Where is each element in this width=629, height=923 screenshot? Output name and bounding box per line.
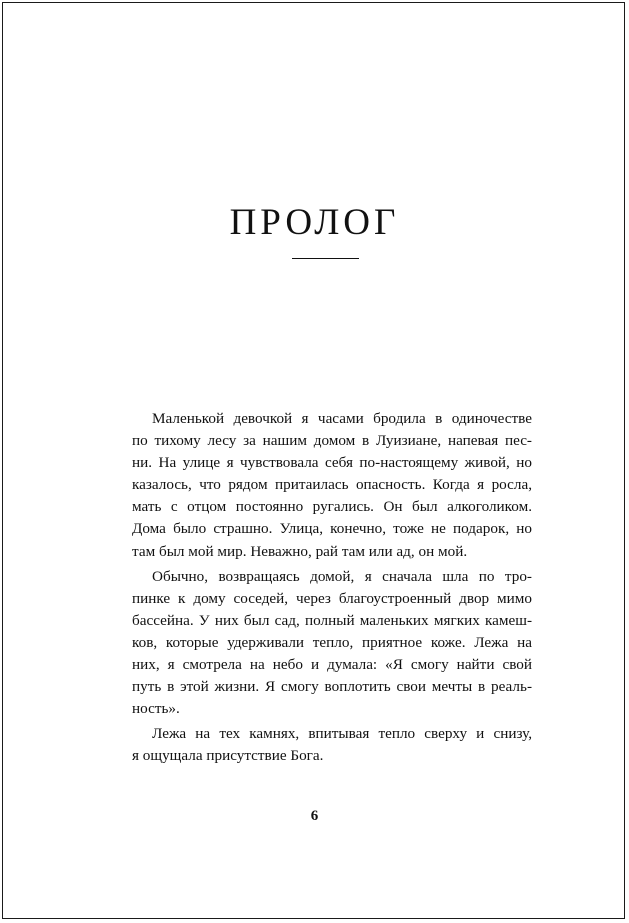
- text-line: там был мой мир. Неважно, рай там или ад, он мой.: [132, 542, 468, 560]
- paragraph-1: [132, 408, 532, 563]
- text-line: них, я смотрела на небо и думала: «Я смогу найти свой: [132, 656, 532, 674]
- text-line: казалось, что рядом притаилась опасность. Когда я росла,: [132, 476, 532, 494]
- text-line: пинке к дому соседей, через благоустроенный двор мимо: [132, 589, 532, 607]
- text-line: ность».: [132, 700, 180, 718]
- text-line: ни. На улице я чувствовала себя по-настоящему живой, но: [132, 454, 532, 472]
- page-number: 6: [310, 808, 319, 824]
- paragraph-2: [132, 566, 532, 721]
- chapter-title: ПРОЛОГ: [229, 202, 400, 243]
- text-line: я ощущала присутствие Бога.: [132, 747, 324, 765]
- text-line: Обычно, возвращаясь домой, я сначала шла по тро-: [152, 567, 532, 585]
- text-line: по тихому лесу за нашим домом в Луизиане, напевая пес-: [132, 432, 532, 450]
- text-line: бассейна. У них был сад, полный маленьких мягких камеш-: [132, 611, 532, 629]
- book-page: [2, 2, 625, 919]
- paragraph-3: [132, 723, 532, 767]
- title-divider: [292, 258, 359, 259]
- text-line: ков, которые удерживали тепло, приятное коже. Лежа на: [132, 633, 532, 651]
- text-line: Лежа на тех камнях, впитывая тепло сверху и снизу,: [152, 725, 532, 743]
- body-text: [132, 408, 532, 771]
- text-line: Маленькой девочкой я часами бродила в одиночестве: [152, 410, 532, 427]
- text-line: путь в этой жизни. Я смогу воплотить свои мечты в реаль-: [132, 678, 532, 696]
- text-line: Дома было страшно. Улица, конечно, тоже не подарок, но: [132, 520, 532, 538]
- text-line: мать с отцом постоянно ругались. Он был алкоголиком.: [132, 498, 532, 516]
